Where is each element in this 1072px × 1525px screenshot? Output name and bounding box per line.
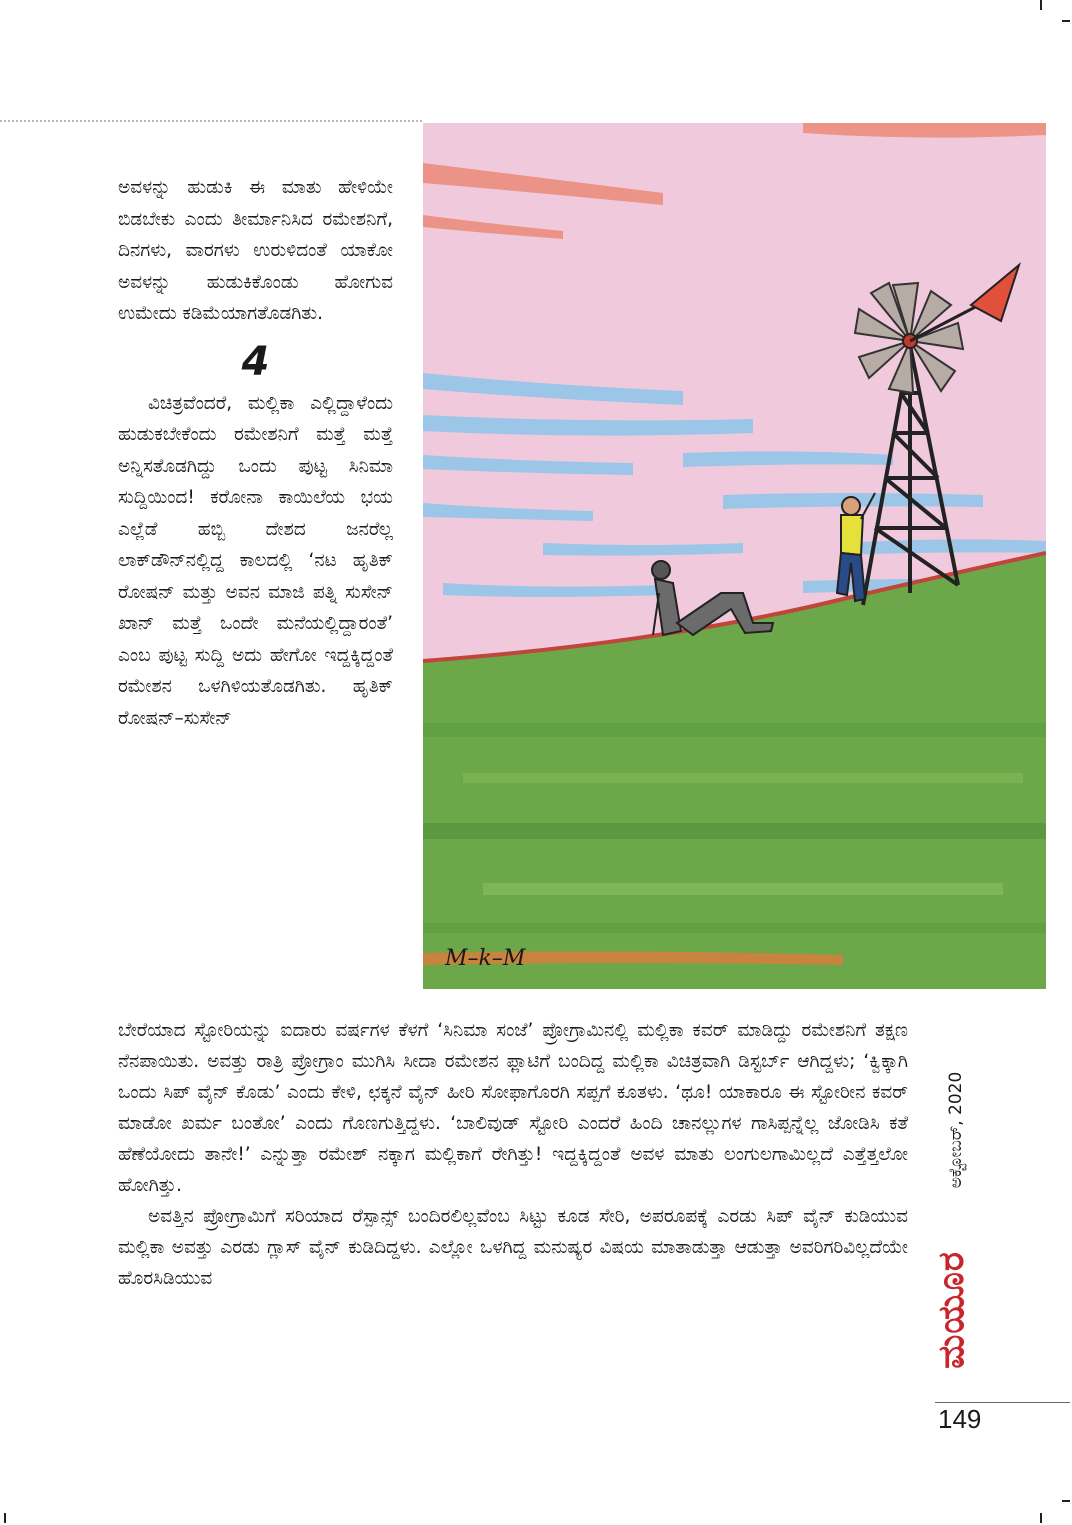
- issue-date-text: ಅಕ್ಟೋಬರ್, 2020: [946, 1071, 966, 1189]
- page-number: 149: [938, 1404, 982, 1434]
- windmill-painting: [423, 123, 1046, 989]
- issue-date: [936, 1060, 976, 1200]
- section-number: 4: [241, 338, 270, 385]
- crop-mark: [1062, 20, 1070, 22]
- crop-mark: [1040, 1513, 1042, 1523]
- illustration: [423, 123, 1046, 989]
- artist-signature: M–k–M: [445, 946, 526, 971]
- page-number-rule: [935, 1402, 1070, 1403]
- paragraph: ಅವಳನ್ನು ಹುಡುಕಿ ಈ ಮಾತು ಹೇಳಿಯೇ ಬಿಡಬೇಕು ಎಂದು ತೀರ್ಮಾನಿಸಿದ ರಮೇಶನಿಗೆ, ದಿನಗಳು, ವಾರಗಳು ಉರುಳಿದಂತೆ ಯಾಕೋ ಅವಳನ್ನು ಹುಡುಕಿಕೊಂಡು ಹೋಗುವ ಉಮೇದು ಕಡಿಮೆಯಾಗತೊಡಗಿತು.: [118, 177, 393, 324]
- paragraph: ಬೇರೆಯಾದ ಸ್ಟೋರಿಯನ್ನು ಐದಾರು ವರ್ಷಗಳ ಕೆಳಗೆ ‘ಸಿನಿಮಾ ಸಂಜೆ’ ಪ್ರೋಗ್ರಾಮಿನಲ್ಲಿ ಮಲ್ಲಿಕಾ ಕವರ್ ಮಾಡಿದ್ದು ರಮೇಶನಿಗೆ ತಕ್ಷಣ ನೆನಪಾಯಿತು. ಅವತ್ತು ರಾತ್ರಿ ಪ್ರೋಗ್ರಾಂ ಮುಗಿಸಿ ಸೀದಾ ರಮೇಶನ ಫ್ಲಾಟಿಗೆ ಬಂದಿದ್ದ ಮಲ್ಲಿಕಾ ವಿಚಿತ್ರವಾಗಿ ಡಿಸ್ಟರ್ಬ್ ಆಗಿದ್ದಳು; ‘ಕ್ವಿಕ್ಕಾಗಿ ಒಂದು ಸಿಪ್ ವೈನ್ ಕೊಡು’ ಎಂದು ಕೇಳಿ, ಛಕ್ಕನೆ ವೈನ್ ಹೀರಿ ಸೋಫಾಗೊರಗಿ ಸಪ್ಪಗೆ ಕೂತಳು. ‘ಥೂ! ಯಾಕಾರೂ ಈ ಸ್ಟೋರೀನ ಕವರ್ ಮಾಡೋ ಖರ್ಮ ಬಂತೋ’ ಎಂದು ಗೊಣಗುತ್ತಿದ್ದಳು. ‘ಬಾಲಿವುಡ್ ಸ್ಟೋರಿ ಎಂದರೆ ಹಿಂದಿ ಚಾನಲ್ಲುಗಳ ಗಾಸಿಪ್ಪನ್ನೆಲ್ಲ ಜೋಡಿಸಿ ಕತೆ ಹೆಣೆಯೋದು ತಾನೇ!’ ಎನ್ನುತ್ತಾ ರಮೇಶ್ ನಕ್ಕಾಗ ಮಲ್ಲಿಕಾಗೆ ರೇಗಿತ್ತು! ಇದ್ದಕ್ಕಿದ್ದಂತೆ ಅವಳ ಮಾತು ಲಂಗುಲಗಾಮಿಲ್ಲದೆ ಎತ್ತೆತ್ತಲೋ ಹೋಗಿತ್ತು.: [118, 1020, 908, 1196]
- full-width-text: [118, 1015, 908, 1294]
- left-text-column: [118, 172, 393, 734]
- crop-mark: [4, 1513, 6, 1523]
- crop-mark: [1062, 1500, 1070, 1502]
- top-dotted-rule: [0, 120, 422, 122]
- crop-mark: [1040, 0, 1042, 10]
- paragraph: ವಿಚಿತ್ರವೆಂದರೆ, ಮಲ್ಲಿಕಾ ಎಲ್ಲಿದ್ದಾಳೆಂದು ಹುಡುಕಬೇಕೆಂದು ರಮೇಶನಿಗೆ ಮತ್ತೆ ಮತ್ತೆ ಅನ್ನಿಸತೊಡಗಿದ್ದು ಒಂದು ಪುಟ್ಟ ಸಿನಿಮಾ ಸುದ್ದಿಯಿಂದ! ಕರೋನಾ ಕಾಯಿಲೆಯ ಭಯ ಎಲ್ಲೆಡೆ ಹಬ್ಬಿ ದೇಶದ ಜನರೆಲ್ಲ ಲಾಕ್‌ಡೌನ್‌ನಲ್ಲಿದ್ದ ಕಾಲದಲ್ಲಿ ‘ನಟ ಹೃತಿಕ್ ರೋಷನ್ ಮತ್ತು ಅವನ ಮಾಜಿ ಪತ್ನಿ ಸುಸೇನ್ ಖಾನ್ ಮತ್ತೆ ಒಂದೇ ಮನೆಯಲ್ಲಿದ್ದಾರಂತೆ’ ಎಂಬ ಪುಟ್ಟ ಸುದ್ದಿ ಅದು ಹೇಗೋ ಇದ್ದಕ್ಕಿದ್ದಂತೆ ರಮೇಶನ ಒಳಗಿಳಿಯತೊಡಗಿತು. ಹೃತಿಕ್ ರೋಷನ್–ಸುಸೇನ್: [118, 392, 393, 729]
- magazine-logo: [932, 1230, 972, 1390]
- paragraph: ಅವತ್ತಿನ ಪ್ರೋಗ್ರಾಮಿಗೆ ಸರಿಯಾದ ರೆಸ್ಪಾನ್ಸ್ ಬಂದಿರಲಿಲ್ಲವೆಂಬ ಸಿಟ್ಟು ಕೂಡ ಸೇರಿ, ಅಪರೂಪಕ್ಕೆ ಎರಡು ಸಿಪ್ ವೈನ್ ಕುಡಿಯುವ ಮಲ್ಲಿಕಾ ಅವತ್ತು ಎರಡು ಗ್ಲಾಸ್ ವೈನ್ ಕುಡಿದಿದ್ದಳು. ಎಲ್ಲೋ ಒಳಗಿದ್ದ ಮನುಷ್ಯರ ವಿಷಯ ಮಾತಾಡುತ್ತಾ ಆಡುತ್ತಾ ಅವರಿಗರಿವಿಲ್ಲದೆಯೇ ಹೊರಸಿಡಿಯುವ: [118, 1206, 908, 1289]
- magazine-logo-text: ಮಯೂರ: [931, 1251, 972, 1369]
